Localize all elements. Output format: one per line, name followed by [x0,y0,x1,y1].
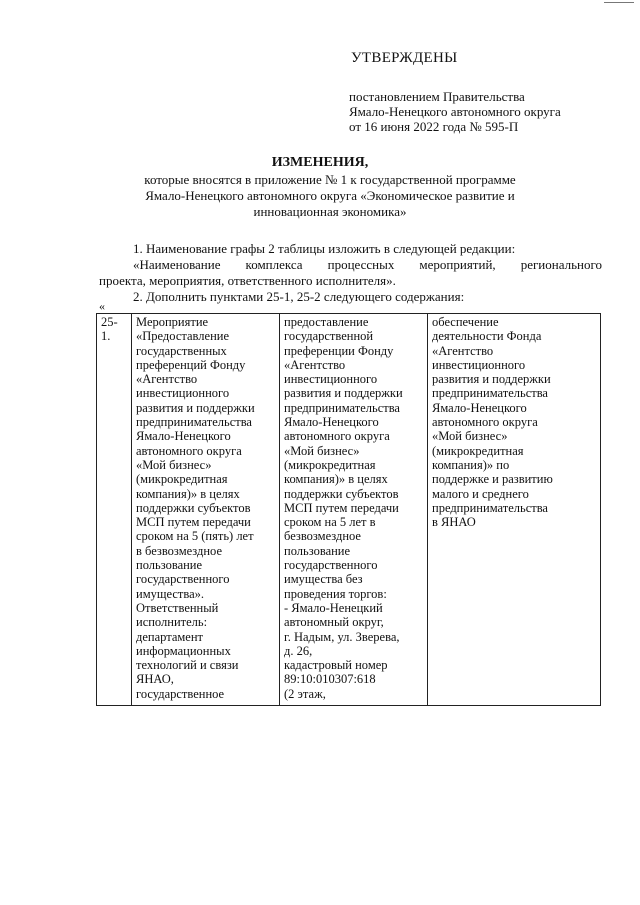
decree-line: постановлением Правительства [349,89,525,104]
cell-text-line: (микрокредитная [432,443,524,458]
table-row [97,314,601,706]
cell-text-line: 89:10:010307:618 [284,672,376,687]
cell-text-line: информационных [136,643,231,658]
subtitle-line: инновационная экономика» [253,204,407,219]
cell-text-line: имущества без [284,572,363,587]
cell-text-line: «Агентство [136,372,198,387]
cell-text-line: государственного [136,572,230,587]
event-content-cell [280,314,428,706]
item-1-quote-line: «Наименование комплекса процессных мероприятий, регионального [133,257,602,272]
cell-text-line: государственной [284,329,374,344]
cell-text-line: предпринимательства [136,415,252,430]
cell-text-line: кадастровый номер [284,658,388,673]
cell-text-line: «Предоставление [136,329,229,344]
cell-text-line: имущества». [136,586,205,601]
item-1: 1. Наименование графы 2 таблицы изложить в следующей редакции: [133,241,516,256]
cell-text-line: (2 этаж, [284,686,326,701]
cell-text-line: инвестиционного [432,357,526,372]
subtitle-line: Ямало-Ненецкого автономного округа «Экономическое развитие и [145,188,515,203]
cell-text-line: Ответственный [136,600,219,615]
decree-line: Ямало-Ненецкого автономного округа [349,104,561,119]
cell-text-line: исполнитель: [136,615,208,630]
cell-text-line: (микрокредитная [284,457,376,472]
cell-text-line: МСП путем передачи [284,500,399,515]
cell-text-line: безвозмездное [284,529,361,544]
cell-text-line: - Ямало-Ненецкий [284,600,383,615]
cell-text-line: Ямало-Ненецкого [284,415,379,430]
cell-text-line: д. 26, [284,643,313,658]
row-number-cell [97,314,132,706]
event-result-cell [428,314,601,706]
cell-text-line: обеспечение [432,315,499,329]
changes-table [96,313,601,706]
cell-text-line: развития и поддержки [136,400,255,415]
cell-text-line: в ЯНАО [432,515,476,530]
cell-text-line: преференций Фонду [136,357,246,372]
cell-text-line: Ямало-Ненецкого [432,400,527,415]
cell-text-line: предпринимательства [432,386,548,401]
document-title: ИЗМЕНЕНИЯ, [271,155,369,170]
cell-text-line: Ямало-Ненецкого [136,429,231,444]
body-text [99,241,602,305]
corner-scan-mark [604,2,634,3]
cell-text-line: автономного округа [432,415,538,430]
cell-text-line: пользование [284,543,351,558]
cell-text-line: государственное [136,686,225,701]
cell-text-line: автономного округа [284,429,390,444]
cell-text-line: департамент [136,629,204,644]
cell-text-line: предпринимательства [284,400,400,415]
item-1-quote-line: проекта, мероприятия, ответственного исполнителя». [99,273,396,288]
decree-reference [349,89,561,134]
cell-text-line: Мероприятие [136,315,209,329]
cell-text-line: (микрокредитная [136,472,228,487]
cell-text-line: автономного округа [136,443,242,458]
cell-text-line: «Агентство [284,357,346,372]
event-name-cell [132,314,280,706]
cell-text-line: компания)» в целях [284,472,388,487]
cell-text-line: поддержки субъектов [136,500,251,515]
cell-text-line: предоставление [284,315,369,329]
cell-text-line: инвестиционного [136,386,230,401]
cell-text-line: «Агентство [432,343,494,358]
cell-text-line: пользование [136,558,203,573]
cell-text-line: поддержки субъектов [284,486,399,501]
cell-text-line: технологий и связи [136,658,239,673]
cell-text-line: г. Надым, ул. Зверева, [284,629,400,644]
approved-heading: УТВЕРЖДЕНЫ [351,50,458,66]
cell-text-line: развития и поддержки [432,372,551,387]
cell-text-line: инвестиционного [284,372,378,387]
opening-quote-mark: « [99,299,105,313]
cell-text-line: поддержке и развитию [432,472,553,487]
item-2: 2. Дополнить пунктами 25-1, 25-2 следующего содержания: [133,289,465,304]
cell-text-line: автономный округ, [284,615,384,630]
cell-text-line: деятельности Фонда [432,329,542,344]
cell-text-line: компания)» в целях [136,486,240,501]
subtitle-line: которые вносятся в приложение № 1 к государственной программе [144,172,516,187]
cell-text-line: ЯНАО, [136,672,174,687]
row-number: 25-1. [101,315,118,344]
cell-text-line: сроком на 5 (пять) лет [136,529,254,544]
cell-text-line: преференции Фонду [284,343,394,358]
cell-text-line: сроком на 5 лет в [284,515,376,530]
cell-text-line: предпринимательства [432,500,548,515]
cell-text-line: МСП путем передачи [136,515,251,530]
cell-text-line: «Мой бизнес» [136,457,212,472]
decree-line: от 16 июня 2022 года № 595-П [349,119,519,134]
cell-text-line: «Мой бизнес» [432,429,508,444]
cell-text-line: государственных [136,343,227,358]
cell-text-line: государственного [284,558,378,573]
cell-text-line: «Мой бизнес» [284,443,360,458]
cell-text-line: в безвозмездное [136,543,223,558]
document-subtitle [130,172,530,220]
cell-text-line: развития и поддержки [284,386,403,401]
cell-text-line: малого и среднего [432,486,529,501]
cell-text-line: проведения торгов: [284,586,387,601]
cell-text-line: компания)» по [432,457,510,472]
